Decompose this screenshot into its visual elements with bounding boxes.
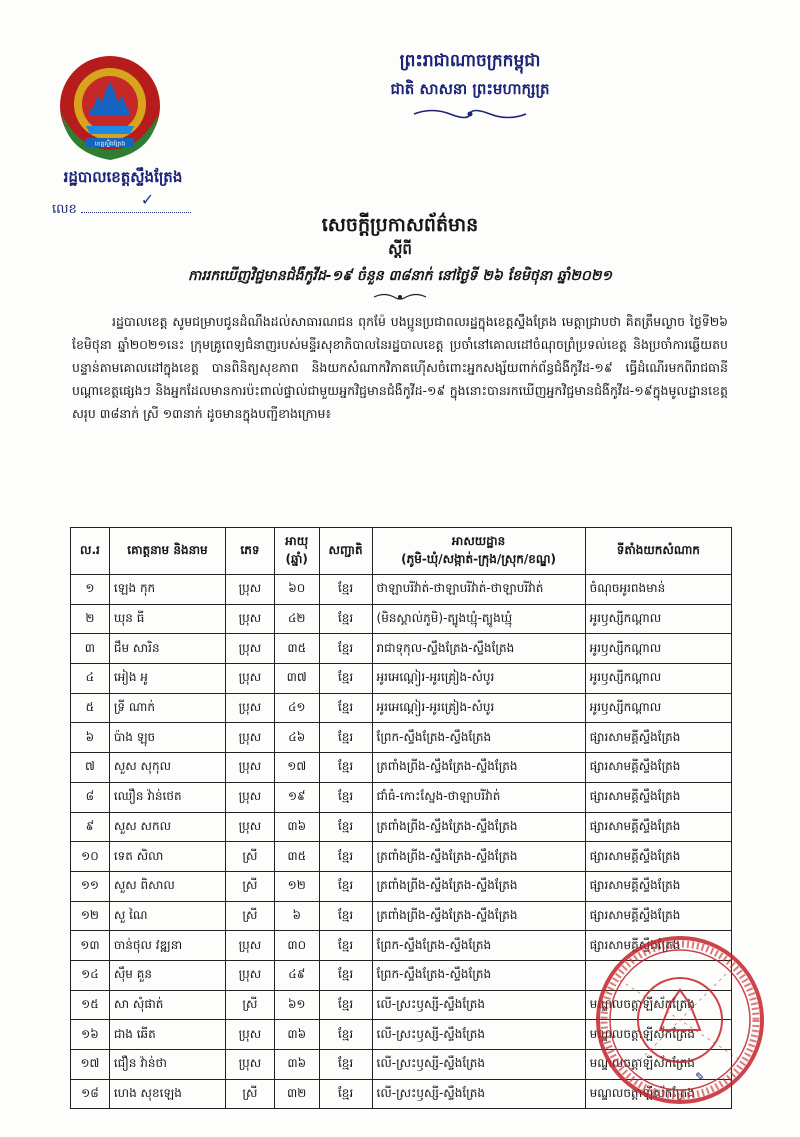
cell-name: ចាន់ថុល វឌ្ឍនា xyxy=(109,931,225,961)
cell-address: ត្រពាំងព្រីង-ស្ទឹងត្រែង-ស្ទឹងត្រែង xyxy=(372,901,585,931)
cell-age: ៣៦ xyxy=(274,1050,319,1080)
table-row xyxy=(71,753,732,783)
table-row xyxy=(71,693,732,723)
cell-sex: ប្រុស xyxy=(226,931,275,961)
cell-sex: ប្រុស xyxy=(226,604,275,634)
cell-age: ៣០ xyxy=(274,931,319,961)
cell-nationality: ខ្មែរ xyxy=(319,575,372,605)
table-row xyxy=(71,901,732,931)
cell-name: ជឹម សារិន xyxy=(109,634,225,664)
cell-name: ឈឿន វ៉ាន់ថេត xyxy=(109,782,225,812)
cell-no: ២ xyxy=(71,604,110,634)
cell-age: ៣៦ xyxy=(274,812,319,842)
cell-sex: ស្រី xyxy=(226,871,275,901)
cell-no: ១៧ xyxy=(71,1050,110,1080)
small-ornament-icon xyxy=(370,292,430,302)
cell-sample-site: មណ្ឌលចត្តាឡីស័កត្រែង xyxy=(585,1050,731,1080)
cell-sample-site: ផ្សារសាមគ្គីស្ទឹងត្រែង xyxy=(585,931,731,961)
col-header-age: អាយុ (ឆ្នាំ) xyxy=(274,528,319,575)
cell-address: រាជាទុកុល-ស្ទឹងត្រែង-ស្ទឹងត្រែង xyxy=(372,634,585,664)
cell-sex: ស្រី xyxy=(226,1079,275,1109)
col-header-no: ល.រ xyxy=(71,528,110,575)
cell-name: ជាង ឆើត xyxy=(109,1020,225,1050)
cell-name: សា សុំផាត់ xyxy=(109,990,225,1020)
cell-address: ថាឡាបរិវ៉ាត់-ថាឡាបរិវ៉ាត់-ថាឡាបរិវ៉ាត់ xyxy=(372,575,585,605)
cell-address: លើ-ស្រះឫស្សី-ស្ទឹងត្រែង xyxy=(372,1020,585,1050)
cell-sex: ប្រុស xyxy=(226,664,275,694)
cell-age: ១៧ xyxy=(274,753,319,783)
cell-sex: ប្រុស xyxy=(226,723,275,753)
cell-no: ៣ xyxy=(71,634,110,664)
cell-no: ៥ xyxy=(71,693,110,723)
cell-sample-site: អូរឫស្សីកណ្តាល xyxy=(585,634,731,664)
cell-address: ត្រពាំងព្រីង-ស្ទឹងត្រែង-ស្ទឹងត្រែង xyxy=(372,753,585,783)
cell-sample-site: អូរឫស្សីកណ្តាល xyxy=(585,693,731,723)
cell-address: ត្រពាំងព្រីង-ស្ទឹងត្រែង-ស្ទឹងត្រែង xyxy=(372,871,585,901)
cell-sex: ប្រុស xyxy=(226,782,275,812)
cell-sample-site: ផ្សារសាមគ្គីស្ទឹងត្រែង xyxy=(585,812,731,842)
cell-address: អូរអេណ្តៀរ-អូរគ្រៀង-សំបូរ xyxy=(372,664,585,694)
table-row xyxy=(71,604,732,634)
cell-no: ៩ xyxy=(71,812,110,842)
cell-age: ៣៦ xyxy=(274,1020,319,1050)
cell-address: ព្រែក-ស្ទឹងត្រែង-ស្ទឹងត្រែង xyxy=(372,931,585,961)
cell-sample-site: ផ្សារសាមគ្គីស្ទឹងត្រែង xyxy=(585,871,731,901)
cell-age: ៣៧ xyxy=(274,664,319,694)
cell-sample-site: ផ្សារសាមគ្គីស្ទឹងត្រែង xyxy=(585,782,731,812)
cell-age: ៣២ xyxy=(274,1079,319,1109)
cell-sex: ប្រុស xyxy=(226,1020,275,1050)
col-header-nationality: សញ្ជាតិ xyxy=(319,528,372,575)
cell-name: ស៊ឹម គួន xyxy=(109,960,225,990)
cell-no: ១៦ xyxy=(71,1020,110,1050)
ministry-name: រដ្ឋបាលខេត្តស្ទឹងត្រែង xyxy=(63,168,183,186)
reference-blank-line xyxy=(81,190,191,213)
kingdom-heading: ព្រះរាជាណាចក្រកម្ពុជា xyxy=(399,51,541,71)
cell-no: ១១ xyxy=(71,871,110,901)
cell-no: ១៨ xyxy=(71,1079,110,1109)
cell-sex: ស្រី xyxy=(226,842,275,872)
reference-label: លេខ xyxy=(52,202,77,217)
cell-name: ហេង សុខឡេង xyxy=(109,1079,225,1109)
official-seal-stamp xyxy=(590,930,770,1110)
provincial-emblem-logo xyxy=(56,52,164,164)
cell-address: ព្រែក-ស្ទឹងត្រែង-ស្ទឹងត្រែង xyxy=(372,960,585,990)
cell-address: ត្រពាំងព្រីង-ស្ទឹងត្រែង-ស្ទឹងត្រែង xyxy=(372,812,585,842)
cell-address: លើ-ស្រះឫស្សី-ស្ទឹងត្រែង xyxy=(372,990,585,1020)
cell-nationality: ខ្មែរ xyxy=(319,812,372,842)
cell-address: ជាំធំ-កោះស្នែង-ថាឡាបរិវ៉ាត់ xyxy=(372,782,585,812)
cell-address: ត្រពាំងព្រីង-ស្ទឹងត្រែង-ស្ទឹងត្រែង xyxy=(372,842,585,872)
col-header-name: គោត្តនាម និងនាម xyxy=(109,528,225,575)
cell-address: ព្រែក-ស្ទឹងត្រែង-ស្ទឹងត្រែង xyxy=(372,723,585,753)
cell-sample-site: ផ្សារសាមគ្គីស្ទឹងត្រែង xyxy=(585,901,731,931)
table-row xyxy=(71,842,732,872)
cell-age: ៣៥ xyxy=(274,842,319,872)
cell-name: សួស ពិសាល xyxy=(109,871,225,901)
cell-sex: ស្រី xyxy=(226,990,275,1020)
cell-sample-site: ផ្សារសាមគ្គីស្ទឹងត្រែង xyxy=(585,842,731,872)
cell-address: លើ-ស្រះឫស្សី-ស្ទឹងត្រែង xyxy=(372,1050,585,1080)
cell-name: សួស សកល xyxy=(109,812,225,842)
cell-age: ៤៦ xyxy=(274,723,319,753)
cell-age: ៤១ xyxy=(274,693,319,723)
cell-age: ៦០ xyxy=(274,575,319,605)
cell-name: ទ្រី ណាក់ xyxy=(109,693,225,723)
cell-no: ១០ xyxy=(71,842,110,872)
table-row xyxy=(71,812,732,842)
cell-sex: ប្រុស xyxy=(226,753,275,783)
table-row xyxy=(71,723,732,753)
col-header-sample-site: ទីតាំងយកសំណាក xyxy=(585,528,731,575)
cell-no: ៤ xyxy=(71,664,110,694)
document-headline: ការរកឃើញវិជ្ជមានជំងឺកូវីដ-១៩ ចំនួន ៣៨នាក់ នៅថ្ងៃទី ២៦ ខែមិថុនា ឆ្នាំ២០២១ xyxy=(187,268,613,284)
cell-name: ជឿន វ៉ាន់ថា xyxy=(109,1050,225,1080)
emblem-caption: ខេត្តស្ទឹងត្រែង xyxy=(94,140,126,148)
col-header-sex: ភេទ xyxy=(226,528,275,575)
cell-sex: ប្រុស xyxy=(226,634,275,664)
cell-name: ទេត សិលា xyxy=(109,842,225,872)
cell-nationality: ខ្មែរ xyxy=(319,990,372,1020)
table-row xyxy=(71,575,732,605)
cell-address: (មិនស្គាល់ភូមិ)-ត្បូងឃ្មុំ-ត្បូងឃ្មុំ xyxy=(372,604,585,634)
cell-nationality: ខ្មែរ xyxy=(319,782,372,812)
cell-nationality: ខ្មែរ xyxy=(319,1020,372,1050)
cell-age: ៤២ xyxy=(274,604,319,634)
cell-address: លើ-ស្រះឫស្សី-ស្ទឹងត្រែង xyxy=(372,1079,585,1109)
cell-age: ១៩ xyxy=(274,782,319,812)
cell-sex: ប្រុស xyxy=(226,575,275,605)
cell-nationality: ខ្មែរ xyxy=(319,931,372,961)
cell-sample-site: អូរឫស្សីកណ្តាល xyxy=(585,604,731,634)
cell-age: ១២ xyxy=(274,871,319,901)
table-row xyxy=(71,664,732,694)
cell-sample-site: ផ្សារសាមគ្គីស្ទឹងត្រែង xyxy=(585,753,731,783)
cell-nationality: ខ្មែរ xyxy=(319,753,372,783)
cell-nationality: ខ្មែរ xyxy=(319,842,372,872)
cell-sex: ប្រុស xyxy=(226,960,275,990)
cell-name: សួស សុកុល xyxy=(109,753,225,783)
table-row xyxy=(71,634,732,664)
cell-name: ឡេង កុក xyxy=(109,575,225,605)
cell-no: ៨ xyxy=(71,782,110,812)
cell-sample-site: អូរឫស្សីកណ្តាល xyxy=(585,664,731,694)
cell-name: ប៉ាង ឡុច xyxy=(109,723,225,753)
cell-nationality: ខ្មែរ xyxy=(319,1079,372,1109)
cell-nationality: ខ្មែរ xyxy=(319,1050,372,1080)
announcement-paragraph: រដ្ឋបាលខេត្ត សូមជម្រាបជូនដំណឹងដល់សាធារណជន ពុកម៉ែ បងប្អូនប្រជាពលរដ្ឋក្នុងខេត្តស្ទឹងត្រែង មេត្តាជ្រាបថា គិតត្រឹមល្ងាច ថ្ងៃទី២៦ ខែមិថុនា ឆ្នាំ២០២១នេះ ក្រុមគ្រូពេទ្យជំនាញរបស់មន្ទីរសុខាភិបាលនៃរដ្ឋបាលខេត្ត ប្រចាំនៅគោលដៅចំណុចព្រំប្រទល់ខេត្ត និងប្រចាំការឆ្លើយតបបន្ទាន់តាមគោលដៅក្នុងខេត្ត បានពិនិត្យសុខភាព និងយកសំណាកវិភាគហ៊ើសចំពោះអ្នកសង្ស័យពាក់ព័ន្ធជំងឺកូវីដ-១៩ ធ្វើដំណើរមកពីរាជធានី បណ្តាខេត្តផ្សេងៗ និងអ្នកដែលមានការប៉ះពាល់ផ្ទាល់ជាមួយអ្នកវិជ្ជមានជំងឺកូវីដ-១៩ ក្នុងនោះបានរកឃើញអ្នកវិជ្ជមានជំងឺកូវីដ-១៩ក្នុងមូលដ្ឋានខេត្ត សរុប ៣៨នាក់ ស្រី ១៣នាក់ ដូចមានក្នុងបញ្ជីខាងក្រោម៖ xyxy=(72,314,728,421)
cell-nationality: ខ្មែរ xyxy=(319,871,372,901)
cell-nationality: ខ្មែរ xyxy=(319,960,372,990)
cell-no: ១ xyxy=(71,575,110,605)
cell-nationality: ខ្មែរ xyxy=(319,901,372,931)
cell-no: ៧ xyxy=(71,753,110,783)
cell-age: ៣៥ xyxy=(274,634,319,664)
ornament-divider-icon xyxy=(412,107,528,121)
cell-sample-site: ចំណុចអូរពងមាន់ xyxy=(585,575,731,605)
cell-age: ៦ xyxy=(274,901,319,931)
cell-no: ១៣ xyxy=(71,931,110,961)
cell-nationality: ខ្មែរ xyxy=(319,693,372,723)
cell-sample-site: ផ្សារសាមគ្គីស្ទឹងត្រែង xyxy=(585,723,731,753)
col-header-address: អាសយដ្ឋាន (ភូមិ-ឃុំ/សង្កាត់-ក្រុង/ស្រុក/ខណ្ឌ) xyxy=(372,528,585,575)
cell-sample-site: មណ្ឌលចត្តាឡីស័កត្រែង xyxy=(585,1079,731,1109)
document-subtitle: ស្តីពី xyxy=(388,240,412,258)
table-row xyxy=(71,871,732,901)
cell-nationality: ខ្មែរ xyxy=(319,664,372,694)
handwritten-check-mark: ✓ xyxy=(140,190,155,209)
cell-no: ១៥ xyxy=(71,990,110,1020)
document-title: សេចក្តីប្រកាសព័ត៌មាន xyxy=(321,214,479,236)
table-row xyxy=(71,782,732,812)
cell-name: ឃុន ធី xyxy=(109,604,225,634)
cell-age: ៤៩ xyxy=(274,960,319,990)
cell-no: ១៤ xyxy=(71,960,110,990)
national-motto: ជាតិ សាសនា ព្រះមហាក្សត្រ xyxy=(390,80,550,98)
cell-address: អូរអេណ្តៀរ-អូរគ្រៀង-សំបូរ xyxy=(372,693,585,723)
cell-sex: ប្រុស xyxy=(226,693,275,723)
cell-nationality: ខ្មែរ xyxy=(319,634,372,664)
cell-sex: ប្រុស xyxy=(226,812,275,842)
cell-name: សួ ណៃ xyxy=(109,901,225,931)
cell-no: ៦ xyxy=(71,723,110,753)
table-header-row xyxy=(71,528,732,575)
cell-age: ៦១ xyxy=(274,990,319,1020)
cell-sex: ប្រុស xyxy=(226,1050,275,1080)
cell-sex: ស្រី xyxy=(226,901,275,931)
cell-name: អៀង អូ xyxy=(109,664,225,694)
page-mark: ✎ xyxy=(695,1070,706,1084)
cell-no: ១២ xyxy=(71,901,110,931)
cell-nationality: ខ្មែរ xyxy=(319,604,372,634)
cell-nationality: ខ្មែរ xyxy=(319,723,372,753)
cell-sample-site: មណ្ឌលចត្តាឡីស័កត្រែង xyxy=(585,990,731,1020)
cell-sample-site: មណ្ឌលចត្តាឡីស័កត្រែង xyxy=(585,1020,731,1050)
